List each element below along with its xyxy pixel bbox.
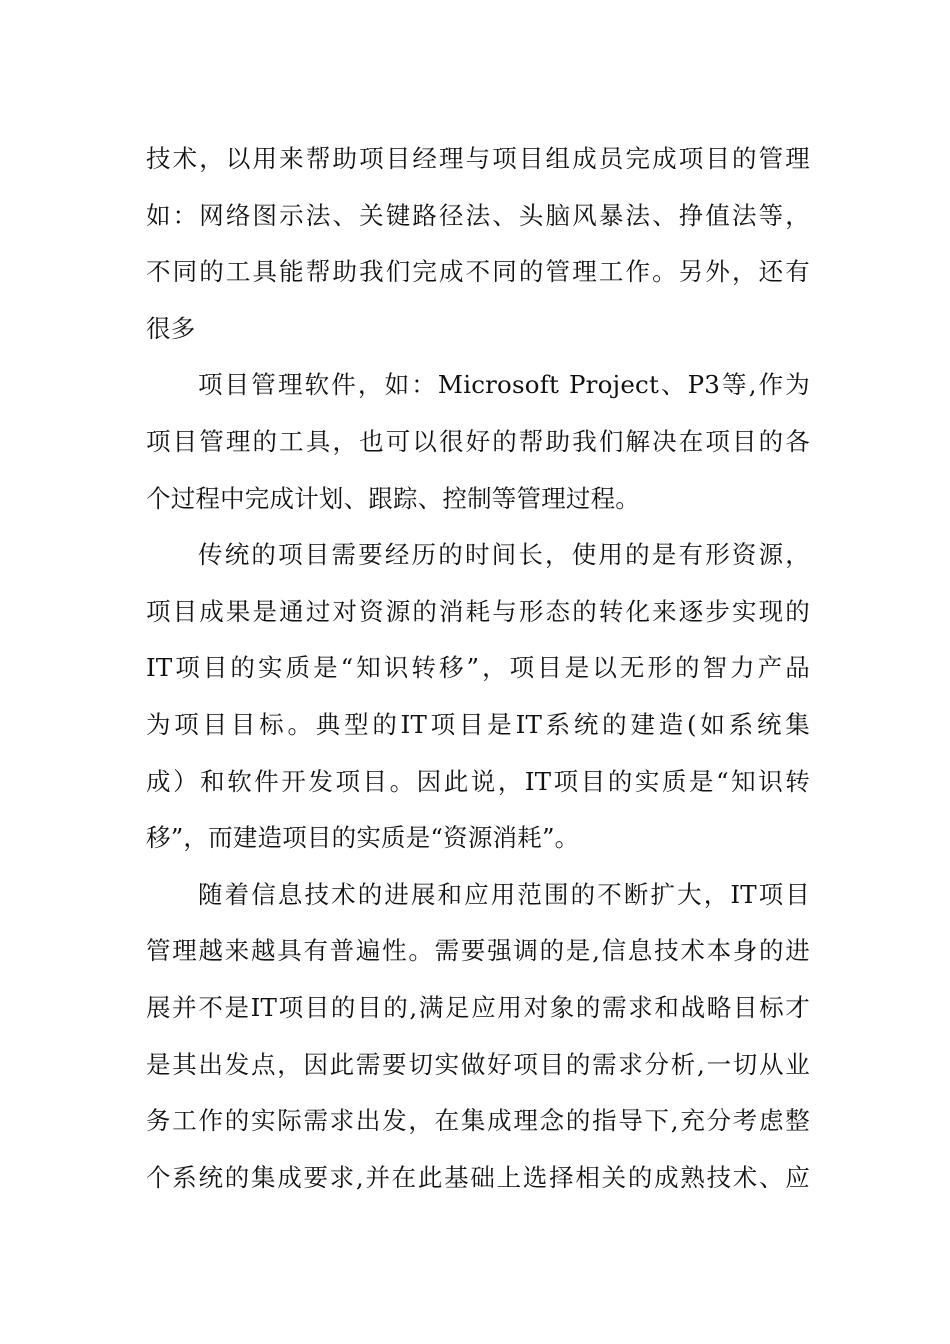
text-line: 项目成果是通过对资源的消耗与形态的转化来逐步实现的 xyxy=(146,596,810,626)
text-line: IT项目的实质是“知识转移”，项目是以无形的智力产品 xyxy=(146,653,810,683)
text-line: 技术，以用来帮助项目经理与项目组成员完成项目的管理 xyxy=(146,144,810,173)
text-line: 管理越来越具有普遍性。需要强调的是,信息技术本身的进 xyxy=(146,936,810,966)
text-line: 是其出发点，因此需要切实做好项目的需求分析,一切从业 xyxy=(146,1049,810,1079)
text-line: 项目管理软件，如：Microsoft Project、P3等,作为 xyxy=(198,370,810,400)
text-line: 成）和软件开发项目。因此说，IT项目的实质是“知识转 xyxy=(146,766,810,796)
text-line: 项目管理的工具，也可以很好的帮助我们解决在项目的各 xyxy=(146,426,810,456)
paragraph-4 xyxy=(146,867,810,1207)
text-line: 务工作的实际需求出发，在集成理念的指导下,充分考虑整 xyxy=(146,1106,810,1136)
text-line: 传统的项目需要经历的时间长，使用的是有形资源， xyxy=(198,540,810,570)
text-line: 很多 xyxy=(146,313,196,343)
text-line: 移”，而建造项目的实质是“资源消耗”。 xyxy=(146,823,580,853)
text-line: 个系统的集成要求,并在此基础上选择相关的成熟技术、应 xyxy=(146,1162,810,1192)
text-line: 展并不是IT项目的目的,满足应用对象的需求和战略目标才 xyxy=(146,992,810,1022)
text-line: 随着信息技术的进展和应用范围的不断扩大，IT项目 xyxy=(198,879,810,909)
paragraph-3 xyxy=(146,527,810,867)
document-body xyxy=(146,131,810,1206)
paragraph-2 xyxy=(146,357,810,527)
text-line: 不同的工具能帮助我们完成不同的管理工作。另外，还有 xyxy=(146,257,810,287)
text-line: 个过程中完成计划、跟踪、控制等管理过程。 xyxy=(146,483,640,513)
paragraph-1 xyxy=(146,131,810,357)
text-line: 如：网络图示法、关键路径法、头脑风暴法、挣值法等， xyxy=(146,200,810,230)
text-line: 为项目目标。典型的IT项目是IT系统的建造(如系统集 xyxy=(146,709,810,739)
